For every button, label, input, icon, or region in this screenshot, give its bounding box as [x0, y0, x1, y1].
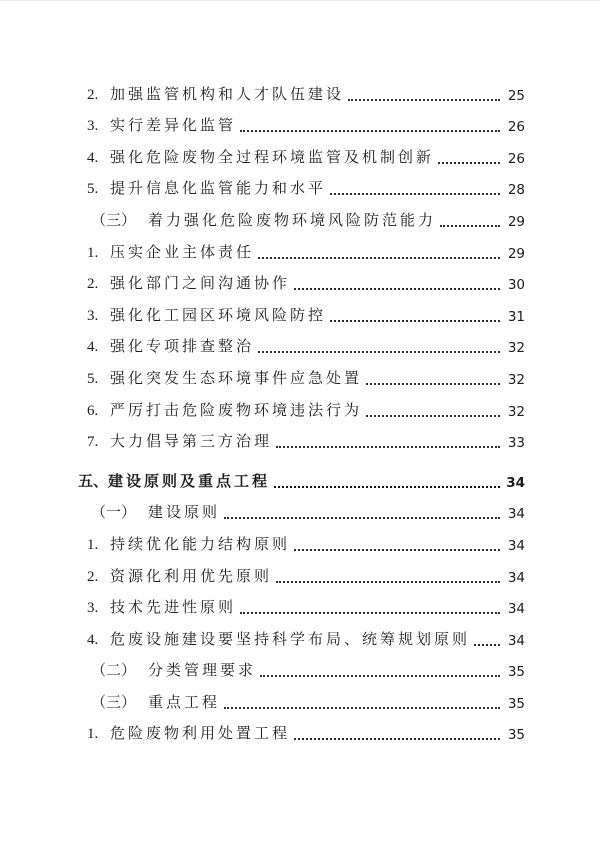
- dot-leader: [474, 644, 500, 646]
- toc-entry-title: 强化部门之间沟通协作: [110, 276, 291, 293]
- toc-entry-title: 危险废物利用处置工程: [110, 726, 291, 743]
- toc-entry-number: 4.: [87, 631, 99, 648]
- toc-entry-page: 28: [507, 182, 525, 199]
- toc-entry-item: [0, 269, 600, 301]
- toc-entry-title: 分类管理要求: [148, 663, 257, 680]
- dot-leader: [240, 130, 500, 132]
- toc-entry-page: 29: [507, 213, 525, 230]
- dot-leader: [440, 225, 500, 227]
- dot-leader: [276, 581, 500, 583]
- toc-entry-item: [0, 142, 600, 174]
- toc-entry-number: 3.: [87, 118, 99, 135]
- toc-entry-page: 33: [507, 435, 525, 452]
- toc-entry-number: （三）: [91, 212, 137, 229]
- dot-leader: [224, 707, 500, 709]
- toc-entry-page: 26: [507, 119, 525, 136]
- toc-entry-page: 35: [507, 727, 525, 744]
- toc-entry-page: 29: [507, 245, 525, 262]
- toc-entry-number: 7.: [87, 434, 99, 451]
- toc-entry-item: [0, 719, 600, 751]
- dot-leader: [224, 517, 500, 519]
- toc-entry-title: 持续优化能力结构原则: [110, 536, 291, 553]
- toc-entry-page: 34: [506, 474, 525, 491]
- toc-entry-title: 提升信息化监管能力和水平: [110, 181, 327, 198]
- toc-entry-title: 严厉打击危险废物环境违法行为: [110, 402, 363, 419]
- toc-entry-title: 建设原则: [148, 505, 221, 522]
- toc-entry-title: 重点工程: [148, 694, 221, 711]
- toc-entry-title: 强化化工园区环境风险防控: [110, 307, 327, 324]
- toc-entry-page: 25: [507, 87, 525, 104]
- toc-entry-number: 5.: [87, 181, 99, 198]
- toc-entry-title: 着力强化危险废物环境风险防范能力: [148, 212, 437, 229]
- toc-entry-item: [0, 111, 600, 143]
- toc-entry-title: 加强监管机构和人才队伍建设: [110, 86, 345, 103]
- toc-entry-title: 强化危险废物全过程环境监管及机制创新: [110, 149, 435, 166]
- toc-entry-title: 技术先进性原则: [110, 600, 237, 617]
- toc-entry-number: 1.: [87, 726, 99, 743]
- dot-leader: [294, 288, 500, 290]
- toc-entry-page: 35: [507, 664, 525, 681]
- dot-leader: [274, 486, 500, 488]
- dot-leader: [366, 383, 500, 385]
- dot-leader: [260, 675, 500, 677]
- toc-entry-page: 31: [507, 308, 525, 325]
- dot-leader: [294, 738, 500, 740]
- toc-entry-page: 32: [507, 340, 525, 357]
- toc-entry-item: [0, 593, 600, 625]
- toc-entry-title: 危废设施建设要坚持科学布局、统筹规划原则: [110, 631, 471, 648]
- toc-entry-title: 压实企业主体责任: [110, 244, 255, 261]
- toc-entry-title: 建设原则及重点工程: [108, 473, 271, 490]
- dot-leader: [258, 257, 500, 259]
- toc-entry-page: 34: [507, 632, 525, 649]
- toc-entry-item: [0, 332, 600, 364]
- dot-leader: [330, 193, 500, 195]
- toc-entry-page: 26: [507, 150, 525, 167]
- toc-entry-number: 3.: [87, 600, 99, 617]
- toc-entry-item: [0, 79, 600, 111]
- toc-entry-sub: [0, 205, 600, 237]
- dot-leader: [294, 549, 500, 551]
- toc-entry-number: 5.: [87, 370, 99, 387]
- toc-entry-title: 强化突发生态环境事件应急处置: [110, 370, 363, 387]
- toc-entry-page: 32: [507, 403, 525, 420]
- toc-entry-sub: [0, 687, 600, 719]
- dot-leader: [276, 446, 500, 448]
- toc-entry-number: 4.: [87, 339, 99, 356]
- toc-entry-page: 34: [507, 601, 525, 618]
- dot-leader: [330, 320, 500, 322]
- toc-entry-sub: [0, 498, 600, 530]
- dot-leader: [366, 415, 500, 417]
- dot-leader: [348, 99, 500, 101]
- toc-entry-title: 大力倡导第三方治理: [110, 434, 273, 451]
- toc-entry-item: [0, 561, 600, 593]
- toc-entry-title: 实行差异化监管: [110, 118, 237, 135]
- toc-entry-number: 4.: [87, 149, 99, 166]
- toc-entry-number: 2.: [87, 568, 99, 585]
- toc-entry-number: （三）: [91, 694, 137, 711]
- toc-entry-number: 6.: [87, 402, 99, 419]
- toc-entry-number: 2.: [87, 86, 99, 103]
- toc-entry-sub: [0, 656, 600, 688]
- table-of-contents: [0, 79, 600, 750]
- toc-entry-chapter: [0, 466, 600, 498]
- toc-entry-number: （一）: [91, 505, 137, 522]
- toc-entry-number: 1.: [87, 244, 99, 261]
- dot-leader: [258, 351, 500, 353]
- toc-entry-item: [0, 174, 600, 206]
- toc-entry-number: 3.: [87, 307, 99, 324]
- toc-entry-item: [0, 363, 600, 395]
- toc-entry-number: 2.: [87, 276, 99, 293]
- toc-entry-item: [0, 395, 600, 427]
- toc-entry-number: （二）: [91, 663, 137, 680]
- toc-entry-title: 强化专项排查整治: [110, 339, 255, 356]
- toc-entry-item: [0, 237, 600, 269]
- dot-leader: [240, 612, 500, 614]
- toc-entry-item: [0, 300, 600, 332]
- toc-entry-page: 35: [507, 695, 525, 712]
- toc-entry-item: [0, 529, 600, 561]
- toc-entry-page: 32: [507, 371, 525, 388]
- toc-entry-title: 资源化利用优先原则: [110, 568, 273, 585]
- dot-leader: [438, 162, 500, 164]
- toc-entry-page: 34: [507, 537, 525, 554]
- toc-entry-item: [0, 624, 600, 656]
- toc-entry-item: [0, 427, 600, 459]
- toc-entry-page: 34: [507, 506, 525, 523]
- toc-entry-page: 30: [507, 277, 525, 294]
- toc-entry-page: 34: [507, 569, 525, 586]
- toc-entry-number: 1.: [87, 536, 99, 553]
- toc-entry-number: 五、: [78, 473, 109, 490]
